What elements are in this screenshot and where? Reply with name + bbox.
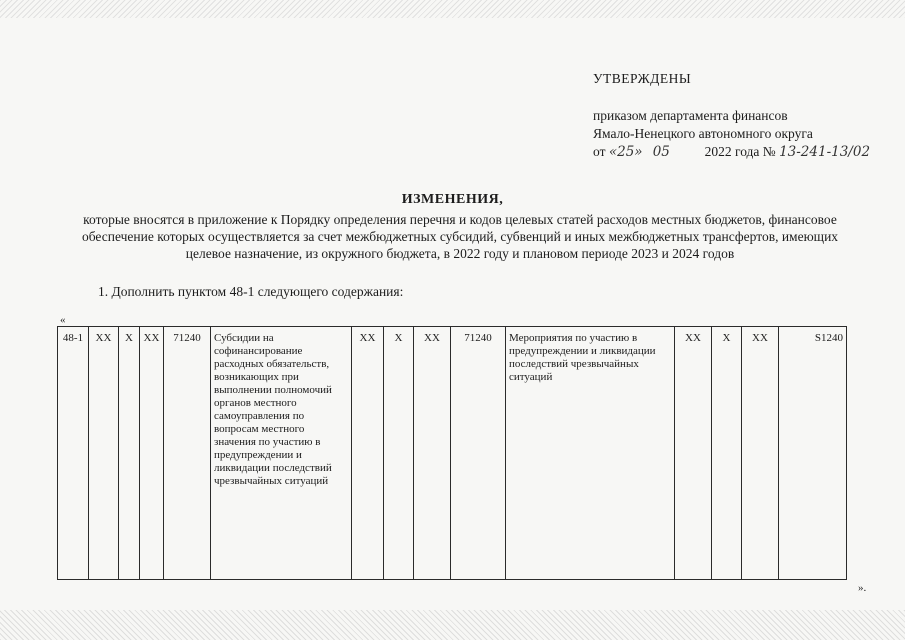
cell-number: 48-1 bbox=[58, 327, 89, 580]
date-day: «25» bbox=[608, 144, 643, 160]
document-subtitle: которые вносятся в приложение к Порядку определения перечня и кодов целевых статей расходов местных бюджетов, финансовое обеспечение которых осуществляется за счет межбюджетных субсидий, субвенций и иных межбюджетных трансфертов, имеющих целевое назначение, из окружного бюджета, в 2022 году и плановом периоде 2023 и 2024 годов bbox=[81, 212, 839, 261]
changes-table bbox=[57, 326, 847, 580]
cell-code-10: X bbox=[712, 327, 742, 580]
approval-date-line bbox=[593, 143, 870, 161]
approval-line-1: приказом департамента финансов bbox=[593, 108, 788, 123]
approval-title: УТВЕРЖДЕНЫ bbox=[593, 71, 692, 86]
cell-description-old: Субсидии на софинансирование расходных обязательств, возникающих при выполнении полномочий органов местного самоуправления по вопросам местного значения по участию в предупреждении и ликвидации последствий чрезвычайных ситуаций bbox=[211, 327, 352, 580]
opening-quote: « bbox=[60, 314, 66, 326]
cell-code-9: XX bbox=[675, 327, 712, 580]
cell-code-11: XX bbox=[742, 327, 779, 580]
date-month: 05 bbox=[652, 144, 670, 160]
cell-code-12: S1240 bbox=[779, 327, 847, 580]
cell-code-6: X bbox=[384, 327, 414, 580]
table-row bbox=[58, 327, 847, 580]
cell-code-5: XX bbox=[352, 327, 384, 580]
approval-block bbox=[593, 70, 870, 161]
cell-code-7: XX bbox=[414, 327, 451, 580]
scan-noise-bottom bbox=[0, 610, 905, 640]
cell-code-1: XX bbox=[89, 327, 119, 580]
cell-code-2: X bbox=[119, 327, 140, 580]
document-title: ИЗМЕНЕНИЯ, bbox=[401, 192, 504, 207]
order-number: 13-241-13/02 bbox=[779, 144, 871, 160]
cell-description-new: Мероприятия по участию в предупреждении и ликвидации последствий чрезвычайных ситуаций bbox=[506, 327, 675, 580]
date-prefix: от bbox=[593, 144, 606, 159]
year-text: 2022 года № bbox=[704, 144, 776, 159]
cell-code-3: XX bbox=[140, 327, 164, 580]
cell-code-4: 71240 bbox=[164, 327, 211, 580]
item-instruction: 1. Дополнить пунктом 48-1 следующего содержания: bbox=[98, 284, 404, 299]
scan-noise-top bbox=[0, 0, 905, 18]
closing-quote: ». bbox=[858, 582, 867, 594]
approval-line-2: Ямало-Ненецкого автономного округа bbox=[593, 126, 813, 141]
cell-code-8: 71240 bbox=[451, 327, 506, 580]
